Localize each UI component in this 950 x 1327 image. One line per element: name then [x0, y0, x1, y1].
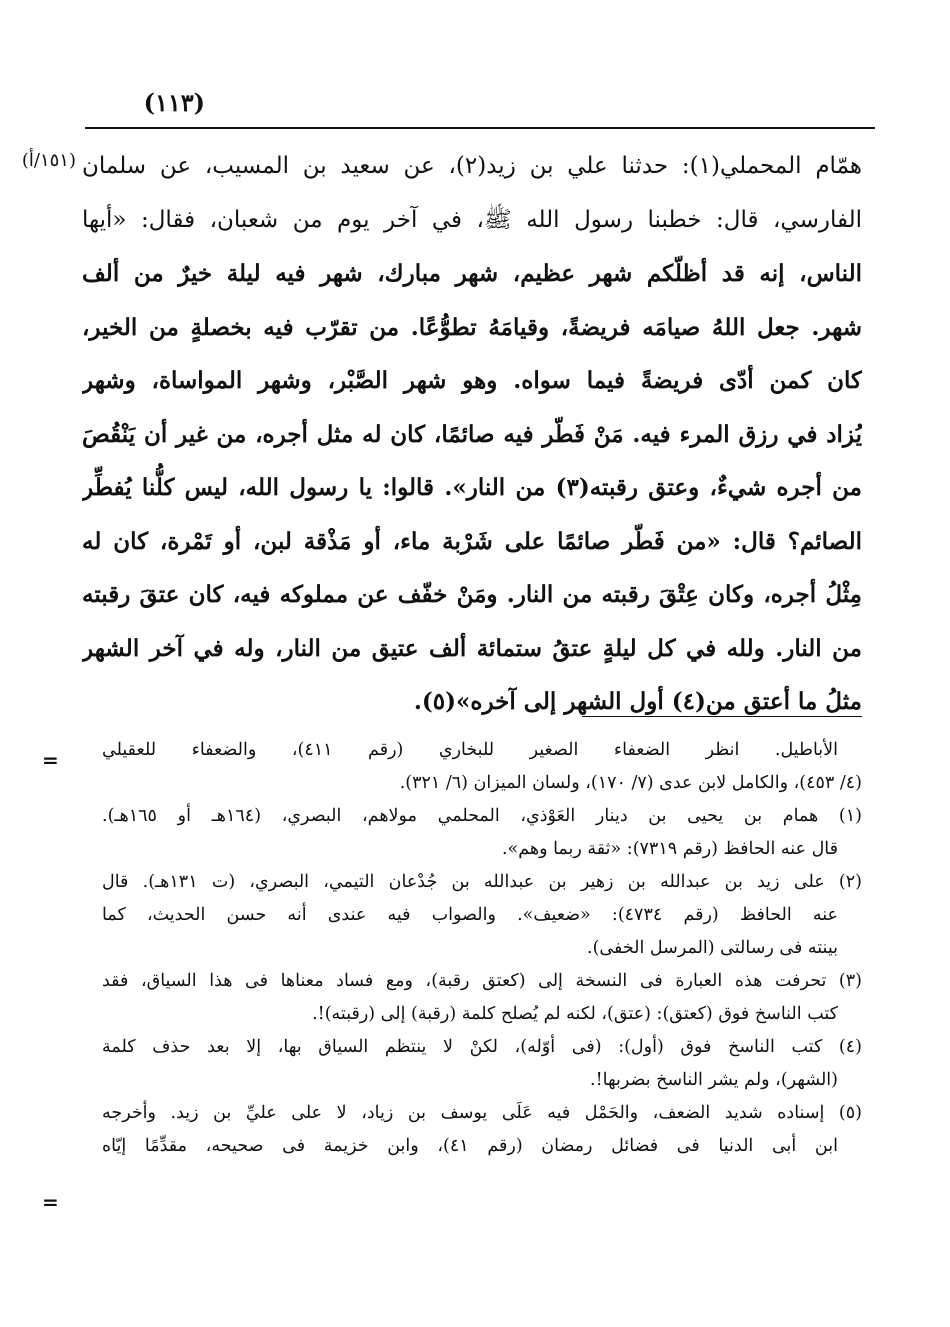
footnote-line: (٥) إسناده شديد الضعف، والحَمْل فيه عَلَى يوسف بن زياد، لا على عليِّ بن زيد. وأخرجه	[102, 1103, 862, 1123]
main-text	[82, 140, 862, 729]
main-text-line: كان كمن أدّى فريضةً فيما سواه. وهو شهر الصَّبْر، وشهر المواساة، وشهر	[82, 367, 862, 394]
main-text-line: الصائم؟ قال: «من فَطّر صائمًا على شَرْبة ماء، أو مَذْقة لبن، أو تَمْرة، كان له	[82, 527, 862, 555]
footnote-line: بينته فى رسالتى (المرسل الخفى).	[587, 938, 838, 958]
main-text-line: من أجره شيءٌ، وعتق رقبته(٣) من النار». قالوا: يا رسول الله، ليس كلُّنا يُفطِّر	[82, 474, 862, 501]
continuation-mark-top: =	[42, 748, 59, 772]
main-text-line: شهر. جعل اللهُ صيامَه فريضةً، وقيامَهُ تطوُّعًا. من تقرّب فيه بخصلةٍ من الخير،	[82, 313, 862, 341]
main-text-line: همّام المحملي(١): حدثنا علي بن زيد(٢)، عن سعيد بن المسيب، عن سلمان	[82, 153, 862, 179]
header-rule	[85, 127, 875, 129]
footnote-line: كتب الناسخ فوق (كعتق): (عتق)، لكنه لم يُصلح كلمة (رقبة) إلى (رقبته)!.	[312, 1004, 838, 1024]
footnote-line: ابن أبى الدنيا فى فضائل رمضان (رقم ٤١)، وابن خزيمة فى صحيحه، مقدِّمًا إيّاه	[102, 1136, 838, 1156]
footnote-line: (الشهر)، ولم يشر الناسخ بضربها!.	[590, 1070, 838, 1090]
main-text-line: الفارسي، قال: خطبنا رسول الله ﷺ، في آخر يوم من شعبان، فقال: «أيها	[82, 206, 862, 233]
main-text-line: يُزاد في رزق المرء فيه. مَنْ فَطّر فيه صائمًا، كان له مثل أجره، من غير أن يَنْقُصَ	[82, 420, 862, 448]
footnote-line: عنه الحافظ (رقم ٤٧٣٤): «ضعيف». والصواب فيه عندى أنه حسن الحديث، كما	[102, 905, 838, 925]
footnote-line: (٤) كتب الناسخ فوق (أول): (فى أوّله)، لكنْ لا ينتظم السياق بها، إلا بعد حذف كلمة	[102, 1037, 862, 1057]
footnote-line: (٣) تحرفت هذه العبارة فى النسخة إلى (كعتق رقبة)، ومع فساد معناها فى هذا السياق، فقد	[102, 971, 862, 991]
footnote-line: قال عنه الحافظ (رقم ٧٣١٩): «ثقة ربما وهم».	[501, 839, 838, 859]
margin-folio-reference: (١٥١/أ)	[21, 150, 76, 171]
footnote-line: (٤/ ٤٥٣)، والكامل لابن عدى (٧/ ١٧٠)، ولسان الميزان (٦/ ٣٢١).	[399, 773, 862, 793]
main-text-line: من النار. ولله في كل ليلةٍ عتقُ ستمائة ألف عتيق من النار، وله في آخر الشهر	[82, 634, 862, 662]
page-number: (١١٣)	[143, 88, 205, 117]
footnotes	[102, 734, 862, 1163]
footnote-line: الأباطيل. انظر الضعفاء الصغير للبخاري (رقم ٤١١)، والضعفاء للعقيلي	[102, 740, 839, 760]
footnote-separator	[582, 716, 862, 717]
continuation-mark-bottom: =	[42, 1190, 59, 1214]
footnote-line: (٢) على زيد بن عبدالله بن زهير بن عبدالله بن جُدْعان التيمي، البصري، (ت ١٣١هـ). قال	[102, 872, 862, 892]
main-text-line: مثلُ ما أعتق من(٤) أول الشهر إلى آخره»(٥).	[413, 688, 862, 715]
main-text-line: مِثْلُ أجره، وكان عِتْقَ رقبته من النار. ومَنْ خفّف عن مملوكه فيه، كان عتقَ رقبته	[82, 581, 862, 608]
footnote-line: (١) همام بن يحيى بن دينار العَوْذي، المحلمي مولاهم، البصري، (١٦٤هـ أو ١٦٥هـ).	[102, 806, 862, 826]
main-text-line: الناس، إنه قد أظلّكم شهر عظيم، شهر مبارك، شهر فيه ليلة خيرٌ من ألف	[82, 260, 862, 287]
